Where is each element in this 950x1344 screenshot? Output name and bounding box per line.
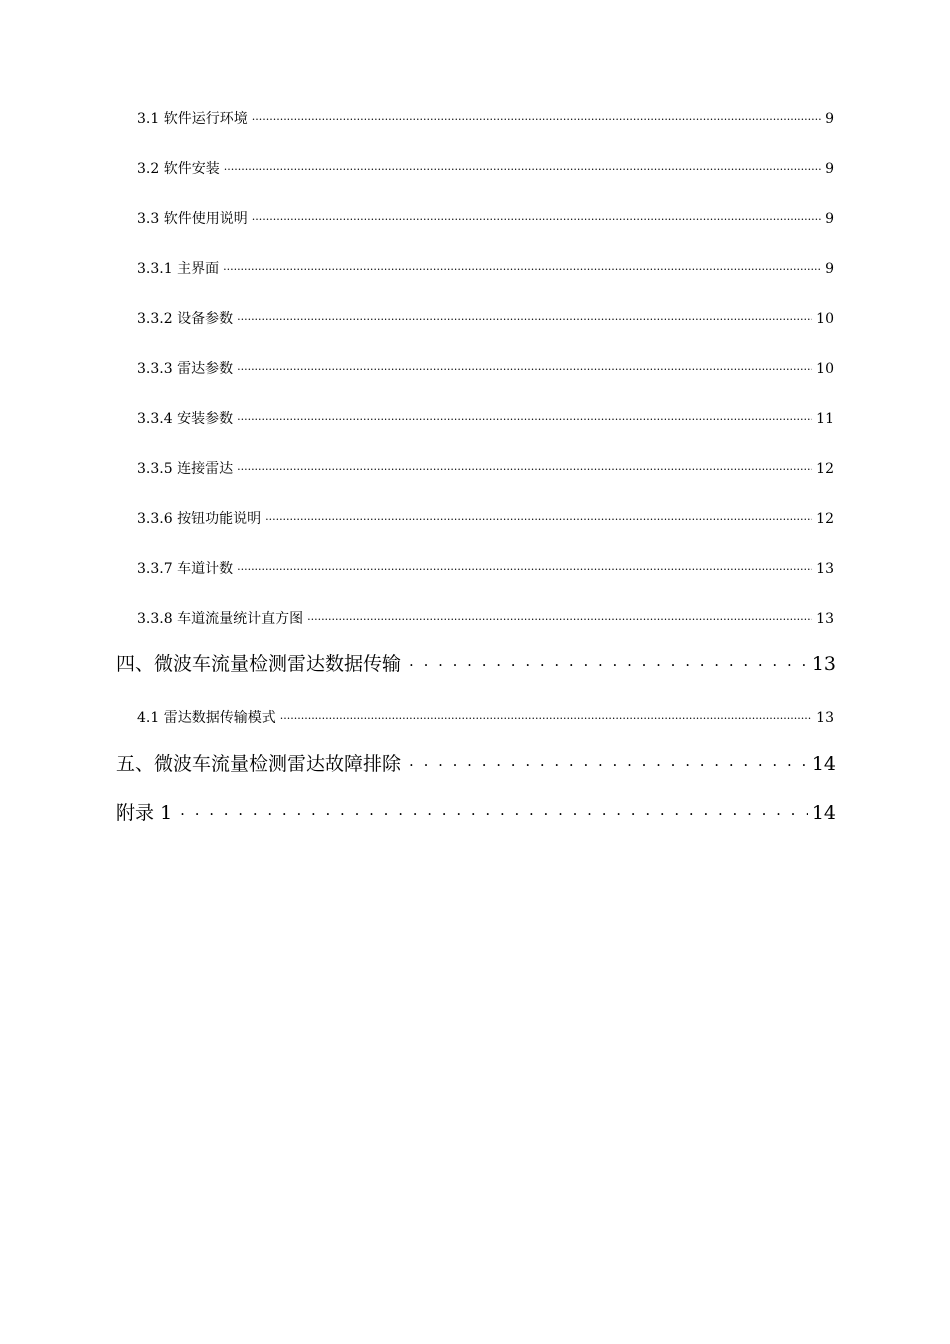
toc-leader-dots	[280, 708, 812, 722]
toc-entry-number: 3.3.2	[137, 311, 173, 327]
toc-entry-chapter-4[interactable]	[116, 649, 836, 677]
toc-entry-chapter-5[interactable]	[116, 749, 836, 777]
toc-entry-title: 安装参数	[177, 411, 234, 427]
toc-entry-title: 设备参数	[177, 311, 234, 327]
toc-entry-title: 1	[160, 802, 173, 824]
toc-entry-page: 9	[825, 161, 834, 177]
toc-entry-title: 雷达数据传输模式	[163, 710, 276, 726]
toc-entry-page: 13	[816, 561, 834, 577]
toc-entry-page: 13	[811, 653, 836, 675]
toc-entry-number: 3.3.5	[137, 461, 173, 477]
toc-leader-dots	[237, 309, 812, 323]
toc-entry-number: 3.3.7	[137, 561, 173, 577]
toc-entry-page: 13	[816, 611, 834, 627]
toc-entry-page: 14	[811, 753, 836, 775]
toc-entry-title: 软件运行环境	[163, 111, 248, 127]
toc-entry-title: 软件使用说明	[163, 211, 248, 227]
toc-leader-dots	[405, 751, 808, 770]
toc-entry-page: 13	[816, 710, 834, 726]
toc-entry-number: 3.1	[137, 111, 160, 127]
toc-entry-3-3-5[interactable]	[137, 458, 834, 480]
toc-entry-4-1[interactable]	[137, 707, 834, 729]
toc-entry-3-3-2[interactable]	[137, 308, 834, 330]
toc-entry-3-1[interactable]	[137, 108, 834, 130]
toc-entry-number: 3.3.4	[137, 411, 173, 427]
toc-leader-dots	[224, 159, 821, 173]
toc-entry-page: 10	[816, 361, 834, 377]
toc-entry-number: 3.3.3	[137, 361, 173, 377]
toc-entry-page: 14	[811, 802, 836, 824]
toc-entry-number: 四、	[116, 653, 155, 675]
toc-entry-3-3-1[interactable]	[137, 258, 834, 280]
toc-entry-number: 附录	[116, 802, 155, 824]
toc-leader-dots	[223, 259, 821, 273]
toc-leader-dots	[237, 559, 812, 573]
toc-entry-page: 11	[816, 411, 834, 427]
toc-entry-title: 微波车流量检测雷达故障排除	[154, 753, 402, 775]
toc-leader-dots	[405, 651, 808, 670]
toc-entry-number: 3.3.6	[137, 511, 173, 527]
toc-entry-title: 主界面	[177, 261, 220, 277]
toc-entry-appendix-1[interactable]	[116, 798, 836, 826]
toc-leader-dots	[237, 359, 812, 373]
toc-leader-dots	[237, 459, 812, 473]
toc-entry-title: 车道流量统计直方图	[177, 611, 304, 627]
toc-entry-title: 雷达参数	[177, 361, 234, 377]
toc-entry-page: 12	[816, 511, 834, 527]
toc-entry-number: 五、	[116, 753, 155, 775]
toc-entry-page: 9	[825, 211, 834, 227]
toc-entry-number: 3.3.1	[137, 261, 173, 277]
toc-entry-page: 9	[825, 111, 834, 127]
toc-leader-dots	[176, 800, 808, 819]
toc-entry-number: 3.3	[137, 211, 160, 227]
toc-entry-3-3-4[interactable]	[137, 408, 834, 430]
toc-entry-3-2[interactable]	[137, 158, 834, 180]
toc-entry-3-3-8[interactable]	[137, 608, 834, 630]
toc-leader-dots	[265, 509, 812, 523]
toc-entry-3-3-7[interactable]	[137, 558, 834, 580]
toc-entry-number: 3.2	[137, 161, 160, 177]
toc-entry-title: 软件安装	[163, 161, 220, 177]
toc-entry-3-3[interactable]	[137, 208, 834, 230]
toc-leader-dots	[252, 109, 821, 123]
toc-entry-title: 车道计数	[177, 561, 234, 577]
toc-entry-3-3-3[interactable]	[137, 358, 834, 380]
toc-entry-title: 连接雷达	[177, 461, 234, 477]
toc-entry-page: 12	[816, 461, 834, 477]
toc-entry-number: 3.3.8	[137, 611, 173, 627]
toc-entry-page: 9	[825, 261, 834, 277]
toc-leader-dots	[307, 609, 812, 623]
toc-entry-title: 微波车流量检测雷达数据传输	[154, 653, 402, 675]
toc-entry-page: 10	[816, 311, 834, 327]
toc-entry-title: 按钮功能说明	[177, 511, 262, 527]
toc-entry-3-3-6[interactable]	[137, 508, 834, 530]
toc-leader-dots	[237, 409, 812, 423]
toc-entry-number: 4.1	[137, 710, 160, 726]
toc-leader-dots	[252, 209, 821, 223]
